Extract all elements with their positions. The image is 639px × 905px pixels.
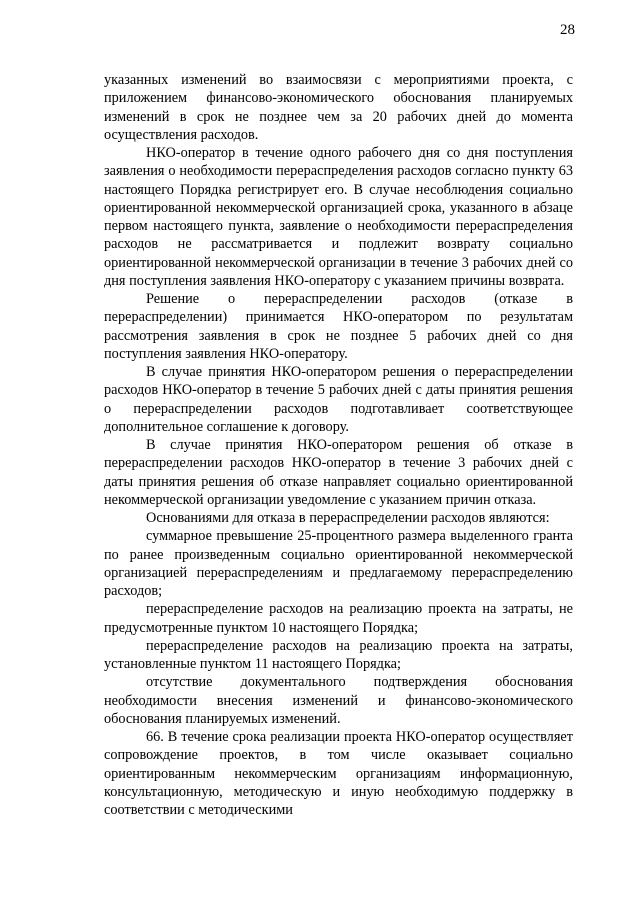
refusal-ground-item: перераспределение расходов на реализацию проекта на затраты, установленные пунктом 11 настоящего Порядка;: [104, 637, 573, 672]
refusal-ground-item: суммарное превышение 25-процентного размера выделенного гранта по ранее произведенным социально ориентированной некоммерческой организацией перераспределениям и предлагаемому перераспределению расходов;: [104, 528, 573, 599]
paragraph-registration: НКО-оператор в течение одного рабочего дня со дня поступления заявления о необходимости перераспределения расходов согласно пункту 63 настоящего Порядка регистрирует его. В случае несоблюдения социально ориентированной некоммерческой организацией срока, указанного в абзаце первом настоящего пункта, заявление о необходимости перераспределения расходов не рассматривается и подлежит возврату социально ориентированной некоммерческой организации в течение 3 рабочих дней со дня поступления заявления НКО-оператору с указанием причины возврата.: [104, 145, 573, 289]
page-number: 28: [560, 22, 575, 38]
paragraph-item-66: 66. В течение срока реализации проекта НКО-оператор осуществляет сопровождение проектов, в том числе оказывает социально ориентированным некоммерческим организациям информационную, консультационную, методическую и иную необходимую поддержку в соответствии с методическими: [104, 729, 573, 818]
paragraph-refusal: В случае принятия НКО-оператором решения об отказе в перераспределении расходов НКО-оператор в течение 3 рабочих дней с даты принятия решения об отказе направляет социально ориентированной некоммерческой организации уведомление с указанием причин отказа.: [104, 437, 573, 508]
paragraph-refusal-grounds-intro: Основаниями для отказа в перераспределении расходов являются:: [146, 510, 550, 526]
paragraph-continuation: указанных изменений во взаимосвязи с мероприятиями проекта, с приложением финансово-экономического обоснования планируемых изменений в срок не позднее чем за 20 рабочих дней до момента осуществления расходов.: [104, 72, 573, 143]
paragraph-decision: Решение о перераспределении расходов (отказе в перераспределении) принимается НКО-оператором по результатам рассмотрения заявления в срок не позднее 5 рабочих дней со дня поступления заявления НКО-оператору.: [104, 291, 573, 362]
paragraph-approval: В случае принятия НКО-оператором решения о перераспределении расходов НКО-оператор в течение 5 рабочих дней с даты принятия решения о перераспределении расходов подготавливает соответствующее дополнительное соглашение к договору.: [104, 364, 573, 435]
refusal-ground-item: перераспределение расходов на реализацию проекта на затраты, не предусмотренные пунктом 10 настоящего Порядка;: [104, 601, 573, 636]
refusal-ground-item: отсутствие документального подтверждения обоснования необходимости внесения изменений и финансово-экономического обоснования планируемых изменений.: [104, 674, 573, 727]
document-body: [104, 71, 573, 819]
